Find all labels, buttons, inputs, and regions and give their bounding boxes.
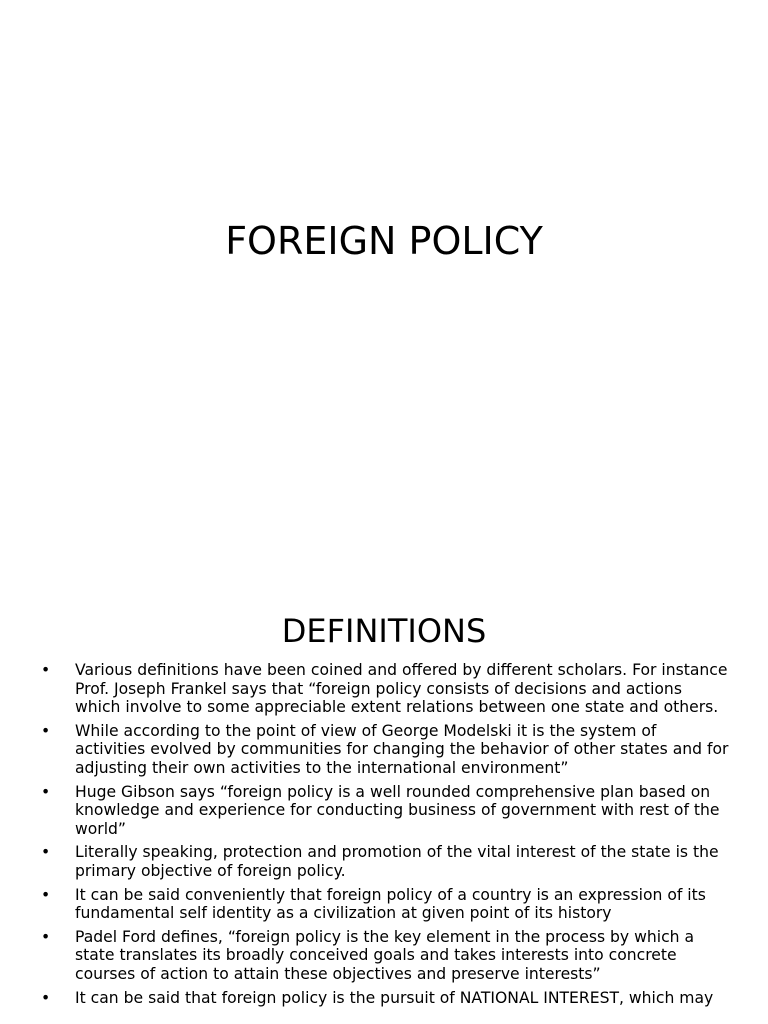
bullet-icon: • [41, 885, 51, 904]
bullet-text: It can be said conveniently that foreign policy of a country is an expression of its fundamental self identity as a civilization at given point of its history [75, 885, 706, 923]
slide-definitions [0, 576, 768, 1024]
bullet-text: While according to the point of view of George Modelski it is the system of activities evolved by communities for changing the behavior of other states and for adjusting their own activities to the international environment” [75, 721, 729, 777]
definitions-bullet-list [41, 661, 731, 1012]
bullet-icon: • [41, 927, 51, 946]
slide-title-heading: FOREIGN POLICY [225, 219, 543, 263]
bullet-icon: • [41, 782, 51, 801]
bullet-text: Various definitions have been coined and offered by different scholars. For instance Prof. Joseph Frankel says that “foreign policy consists of decisions and actions which involve to some appreciable extent relations between one state and others. [75, 661, 728, 717]
bullet-text: Literally speaking, protection and promotion of the vital interest of the state is the primary objective of foreign policy. [75, 843, 719, 880]
list-item [41, 722, 731, 778]
bullet-text: Padel Ford defines, “foreign policy is the key element in the process by which a state translates its broadly conceived goals and takes interests into concrete courses of action to attain these objectives and preserve interests” [75, 927, 695, 983]
list-item [41, 661, 731, 717]
bullet-icon: • [41, 843, 51, 862]
bullet-icon: • [41, 988, 51, 1007]
list-item [41, 783, 731, 839]
list-item [41, 989, 731, 1008]
list-item [41, 928, 731, 984]
definitions-heading: DEFINITIONS [281, 612, 487, 650]
bullet-text: It can be said that foreign policy is the pursuit of NATIONAL INTEREST, which may [75, 988, 714, 1007]
bullet-icon: • [41, 661, 51, 679]
bullet-icon: • [41, 721, 51, 740]
bullet-text: Huge Gibson says “foreign policy is a well rounded comprehensive plan based on knowledge and experience for conducting business of government with rest of the world” [75, 782, 720, 838]
list-item [41, 886, 731, 923]
list-item [41, 843, 731, 880]
